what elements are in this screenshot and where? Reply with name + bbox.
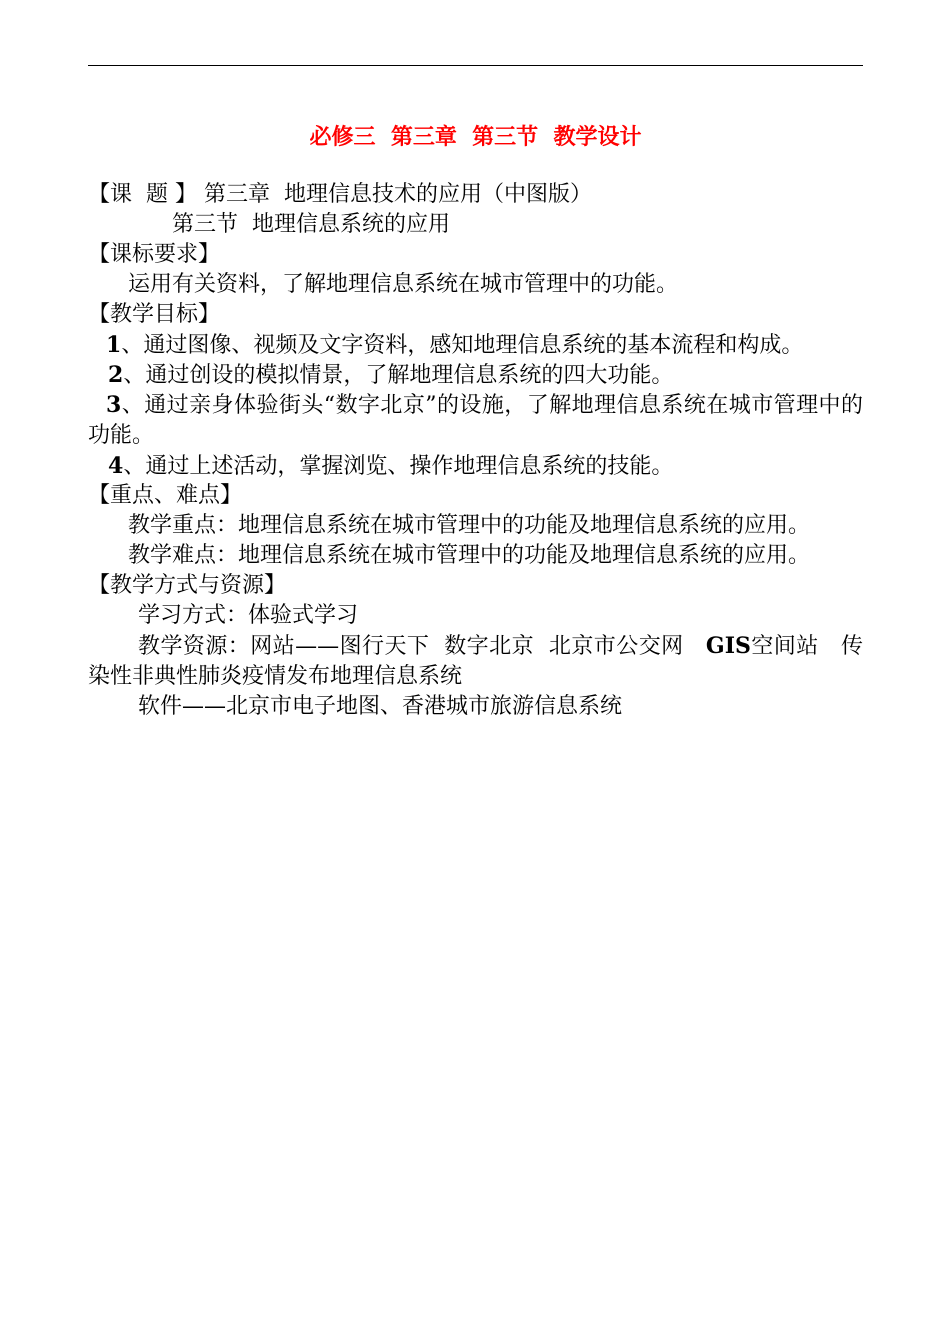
resources-gis: GIS <box>705 633 751 659</box>
goal-item-3 <box>88 390 863 451</box>
document-body <box>88 180 863 722</box>
resources-suffix: 空间站 传染性非典性肺炎疫情发布地理信息系统 <box>88 634 863 689</box>
header-rule <box>88 65 863 66</box>
topic-subtitle: 第三节 地理信息系统的应用 <box>172 212 450 237</box>
focus-heading: 【重点、难点】 <box>88 483 243 508</box>
topic-line <box>88 180 863 210</box>
goal-text: 、通过创设的模拟情景，了解地理信息系统的四大功能。 <box>123 363 674 388</box>
software-text: 软件——北京市电子地图、香港城市旅游信息系统 <box>138 694 623 719</box>
method-text: 学习方式：体验式学习 <box>138 603 359 628</box>
method-heading: 【教学方式与资源】 <box>88 573 287 598</box>
goal-text: 、通过图像、视频及文字资料，感知地理信息系统的基本流程和构成。 <box>121 333 804 358</box>
focus-key-point: 教学重点：地理信息系统在城市管理中的功能及地理信息系统的应用。 <box>128 513 811 538</box>
goal-number: 1 <box>106 332 122 358</box>
focus-difficult-point: 教学难点：地理信息系统在城市管理中的功能及地理信息系统的应用。 <box>128 543 811 568</box>
resources-paragraph <box>88 631 863 692</box>
goals-heading: 【教学目标】 <box>88 302 221 327</box>
goal-item-2 <box>88 360 863 390</box>
goal-number: 3 <box>106 392 122 418</box>
goal-text: 、通过上述活动，掌握浏览、操作地理信息系统的技能。 <box>123 454 674 479</box>
topic-label: 【课 题 】 <box>88 182 197 207</box>
goal-item-1 <box>88 330 863 360</box>
goal-text: 、通过亲身体验街头“数字北京”的设施，了解地理信息系统在城市管理中的功能。 <box>88 393 863 448</box>
goal-number: 4 <box>108 453 124 479</box>
standard-text: 运用有关资料，了解地理信息系统在城市管理中的功能。 <box>128 272 679 297</box>
goal-item-4 <box>88 451 863 481</box>
goal-number: 2 <box>108 362 124 388</box>
document-title: 必修三 第三章 第三节 教学设计 <box>309 124 642 150</box>
standard-heading: 【课标要求】 <box>88 242 221 267</box>
topic-text: 第三章 地理信息技术的应用（中图版） <box>196 182 592 207</box>
resources-prefix: 教学资源：网站——图行天下 数字北京 北京市公交网 <box>138 634 706 659</box>
